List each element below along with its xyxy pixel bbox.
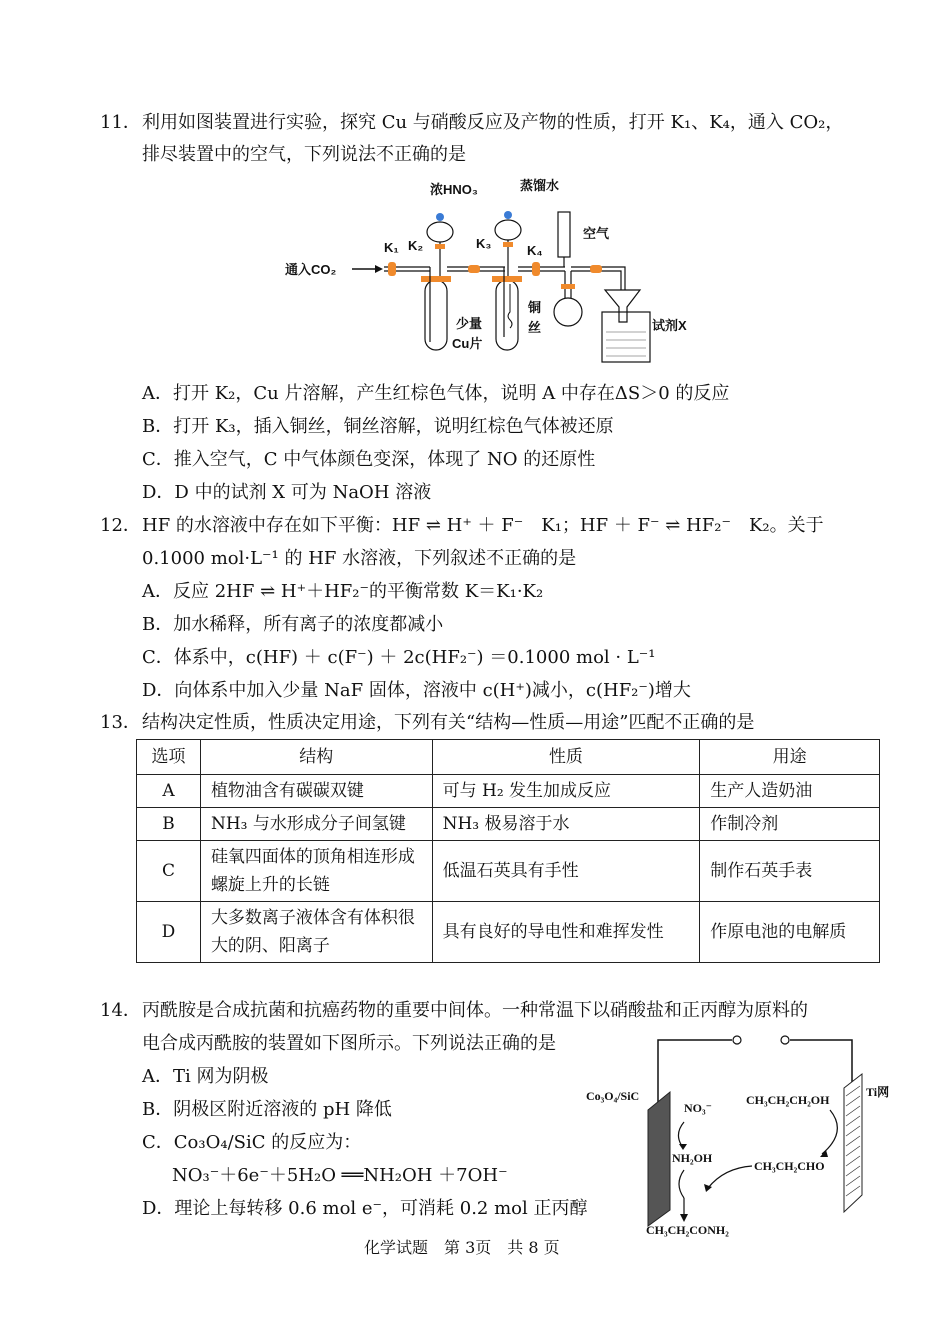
q14-option-c-equation: NO₃⁻＋6e⁻＋5H₂O ══NH₂OH ＋7OH⁻ xyxy=(172,1165,508,1186)
label-propanal: CH₃CH₂CHO xyxy=(754,1159,825,1173)
q14-option-d: D．理论上每转移 0.6 mol e⁻，可消耗 0.2 mol 正丙醇 xyxy=(142,1198,588,1219)
label-no3: NO₃⁻ xyxy=(684,1101,712,1115)
page-footer: 化学试题 第 3页 共 8 页 xyxy=(364,1238,560,1257)
label-propanol: CH₃CH₂CH₂OH xyxy=(746,1093,830,1107)
tube-a xyxy=(425,280,447,350)
table-cell: NH₃ 与水形成分子间氢键 xyxy=(200,808,432,841)
label-k1: K₁ xyxy=(384,240,399,255)
q12-stem-line2: 0.1000 mol·L⁻¹ 的 HF 水溶液，下列叙述不正确的是 xyxy=(142,548,577,569)
valve-k1 xyxy=(388,262,396,276)
q13-stem: 结构决定性质，性质决定用途，下列有关“结构—性质—用途”匹配不正确的是 xyxy=(142,712,755,733)
table-header: 用途 xyxy=(700,740,880,775)
label-co2: 通入CO₂ xyxy=(285,262,337,277)
q14-stem-line1: 丙酰胺是合成抗菌和抗癌药物的重要中间体。一种常温下以硝酸盐和正丙醇为原料的 xyxy=(142,1000,808,1021)
table-row xyxy=(137,841,880,902)
left-electrode xyxy=(648,1092,670,1226)
label-reagent: 试剂X xyxy=(652,318,687,333)
q11-stem-line2: 排尽装置中的空气，下列说法不正确的是 xyxy=(142,144,466,165)
table-header: 性质 xyxy=(432,740,700,775)
label-propanamide: CH₃CH₂CONH₂ xyxy=(646,1223,729,1237)
q12-option-d: D．向体系中加入少量 NaF 固体，溶液中 c(H⁺)减小，c(HF₂⁻)增大 xyxy=(142,680,691,701)
table-header: 结构 xyxy=(200,740,432,775)
q14-number: 14． xyxy=(100,1000,141,1021)
q14-option-c: C．Co₃O₄/SiC 的反应为： xyxy=(142,1132,362,1153)
table-row xyxy=(137,775,880,808)
q14-stem-line2: 电合成丙酰胺的装置如下图所示。下列说法正确的是 xyxy=(142,1033,556,1054)
label-hno3: 浓HNO₃ xyxy=(430,182,478,197)
q14-electrolysis-diagram xyxy=(580,1030,900,1245)
label-cu-piece: Cu片 xyxy=(452,336,483,351)
q13-table xyxy=(136,739,880,963)
table-cell: A xyxy=(137,775,201,808)
label-right-electrode: Ti网 xyxy=(866,1085,890,1099)
table-header-row xyxy=(137,740,880,775)
label-cu-small: 少量 xyxy=(456,316,483,331)
q11-option-b: B．打开 K₃，插入铜丝，铜丝溶解，说明红棕色气体被还原 xyxy=(142,416,614,437)
table-cell: B xyxy=(137,808,201,841)
label-left-electrode: Co₃O₄/SiC xyxy=(586,1089,640,1103)
table-cell: 大多数离子液体含有体积很大的阴、阳离子 xyxy=(200,902,432,963)
q12-number: 12． xyxy=(100,515,141,536)
flask-c xyxy=(554,298,582,326)
table-cell: 具有良好的导电性和难挥发性 xyxy=(432,902,700,963)
q12-option-b: B．加水稀释，所有离子的浓度都减小 xyxy=(142,614,444,635)
table-cell: C xyxy=(137,841,201,902)
table-cell: D xyxy=(137,902,201,963)
label-nh2oh: NH₂OH xyxy=(672,1151,713,1165)
label-k3: K₃ xyxy=(476,236,492,251)
q11-option-a: A．打开 K₂，Cu 片溶解，产生红棕色气体，说明 A 中存在ΔS＞0 的反应 xyxy=(142,383,730,404)
q14-option-a: A．Ti 网为阴极 xyxy=(142,1066,269,1087)
q12-option-a: A．反应 2HF ⇌ H⁺＋HF₂⁻的平衡常数 K＝K₁·K₂ xyxy=(142,581,544,602)
label-k2: K₂ xyxy=(408,238,424,253)
table-row xyxy=(137,808,880,841)
table-cell: 硅氧四面体的顶角相连形成螺旋上升的长链 xyxy=(200,841,432,902)
label-wire2: 丝 xyxy=(528,320,542,335)
table-header: 选项 xyxy=(137,740,201,775)
label-water: 蒸馏水 xyxy=(520,178,560,193)
table-cell: 低温石英具有手性 xyxy=(432,841,700,902)
table-cell: 植物油含有碳碳双键 xyxy=(200,775,432,808)
q14-option-b: B．阴极区附近溶液的 pH 降低 xyxy=(142,1099,392,1120)
table-cell: 可与 H₂ 发生加成反应 xyxy=(432,775,700,808)
label-air: 空气 xyxy=(583,226,610,241)
table-cell: 作原电池的电解质 xyxy=(700,902,880,963)
label-k4: K₄ xyxy=(527,243,543,258)
q11-apparatus-diagram xyxy=(280,172,710,372)
table-row xyxy=(137,902,880,963)
table-cell: NH₃ 极易溶于水 xyxy=(432,808,700,841)
tube-b xyxy=(496,280,518,350)
q12-stem-line1: HF 的水溶液中存在如下平衡：HF ⇌ H⁺ ＋ F⁻ K₁；HF ＋ F⁻ ⇌ HF₂⁻ K₂。关于 xyxy=(142,515,824,536)
q12-option-c: C．体系中，c(HF) ＋ c(F⁻) ＋ 2c(HF₂⁻) ＝0.1000 mol · L⁻¹ xyxy=(142,647,656,668)
table-cell: 制作石英手表 xyxy=(700,841,880,902)
label-wire1: 铜 xyxy=(528,300,542,315)
table-cell: 生产人造奶油 xyxy=(700,775,880,808)
beaker-d xyxy=(602,312,650,362)
q11-option-c: C．推入空气，C 中气体颜色变深，体现了 NO 的还原性 xyxy=(142,449,596,470)
q11-number: 11． xyxy=(100,112,141,133)
table-cell: 作制冷剂 xyxy=(700,808,880,841)
q13-number: 13． xyxy=(100,712,141,733)
q11-option-d: D．D 中的试剂 X 可为 NaOH 溶液 xyxy=(142,482,432,503)
q11-stem-line1: 利用如图装置进行实验，探究 Cu 与硝酸反应及产物的性质，打开 K₁、K₄，通入 CO₂， xyxy=(142,112,844,133)
